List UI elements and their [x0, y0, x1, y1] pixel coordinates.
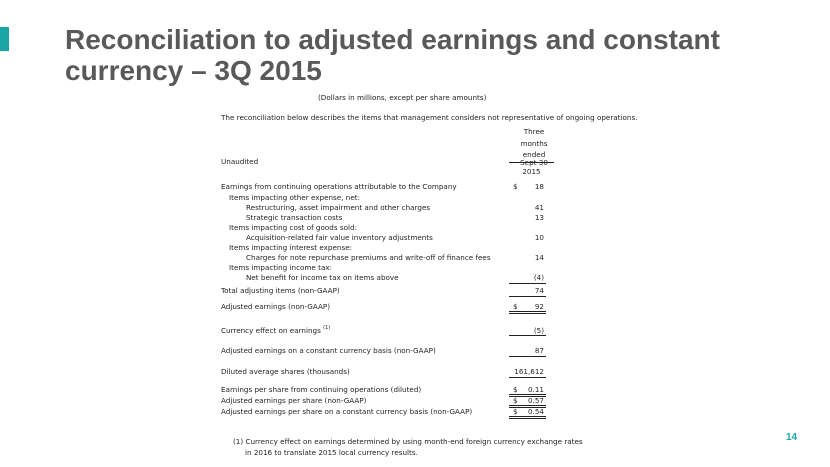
column-header-line: months — [520, 138, 548, 148]
dollar-sign: $ — [513, 407, 518, 416]
table-row-value: (4) — [533, 273, 544, 282]
table-row-value: 0.57 — [527, 396, 544, 405]
footnote-line: Currency effect on earnings determined by using month-end foreign currency exchange rates — [245, 437, 583, 446]
table-row-label: Total adjusting items (non-GAAP) — [221, 286, 340, 295]
table-row-label: Strategic transaction costs — [246, 213, 343, 222]
table-row-value: 18 — [534, 182, 544, 191]
table-row-value: 13 — [534, 213, 544, 222]
column-header-line: Sept 30 — [520, 157, 548, 167]
table-row-label: Items impacting other expense, net: — [229, 193, 360, 202]
subtotal-rule — [509, 296, 546, 297]
unaudited-label: Unaudited — [221, 157, 259, 166]
table-row-label: Items impacting cost of goods sold: — [229, 223, 358, 232]
footnote-marker: (1) — [233, 437, 244, 446]
table-row-value: 0.54 — [527, 407, 544, 416]
table-row-label: Adjusted earnings per share (non-GAAP) — [221, 396, 367, 405]
dollar-sign: $ — [513, 302, 518, 311]
table-row-value: 92 — [534, 302, 544, 311]
table-row-label: Charges for note repurchase premiums and write-off of finance fees — [246, 253, 491, 262]
table-row-label: Adjusted earnings on a constant currency basis (non-GAAP) — [221, 346, 436, 355]
page-title: Reconciliation to adjusted earnings and constant currency – 3Q 2015 — [65, 24, 720, 86]
footnote-line: in 2016 to translate 2015 local currency results. — [245, 447, 418, 457]
table-row-label: Acquisition-related fair value inventory adjustments — [246, 233, 433, 242]
table-row-value: 87 — [534, 346, 544, 355]
total-double-rule — [509, 416, 546, 419]
table-row-label: Adjusted earnings per share on a constant currency basis (non-GAAP) — [221, 407, 473, 416]
table-row-label: Currency effect on earnings $^{(1)}$ — [221, 325, 331, 335]
table-row-value: 14 — [534, 253, 544, 262]
table-row-label: Net benefit for income tax on items above — [246, 273, 399, 282]
table-row-label: Restructuring, asset impairment and other charges — [246, 203, 431, 212]
table-row-value: 0.11 — [527, 385, 544, 394]
table-row-label: Adjusted earnings (non-GAAP) — [221, 302, 331, 311]
subtotal-rule — [509, 377, 546, 378]
header-underline — [509, 162, 554, 163]
table-row-value: 41 — [534, 203, 544, 212]
footnote — [233, 437, 583, 458]
table-row-value: 74 — [534, 286, 544, 295]
dollar-sign: $ — [513, 182, 518, 191]
column-header-line: ended — [522, 150, 546, 159]
dollar-sign: $ — [513, 385, 518, 394]
column-year: 2015 — [522, 167, 541, 176]
subtotal-rule — [509, 356, 546, 357]
table-row-value: 161,612 — [514, 367, 544, 376]
subtotal-rule — [509, 335, 546, 336]
accent-bar — [0, 27, 9, 51]
table-row-label: Items impacting income tax: — [229, 263, 333, 272]
units-subtitle: (Dollars in millions, except per share amounts) — [318, 93, 487, 102]
table-row-value: (5) — [533, 326, 544, 335]
table-row-label: Items impacting interest expense: — [229, 243, 353, 252]
table-row-label: Earnings per share from continuing operations (diluted) — [221, 385, 422, 394]
page-number: 14 — [786, 432, 798, 443]
total-double-rule — [509, 311, 546, 314]
table-row-value: 10 — [534, 233, 544, 242]
table-row-label: Earnings from continuing operations attributable to the Company — [221, 182, 457, 191]
subtotal-rule — [509, 283, 546, 284]
footnote-ref: (1) — [323, 325, 331, 331]
dollar-sign: $ — [513, 396, 518, 405]
intro-text: The reconciliation below describes the items that management considers not representative of ongoing operations. — [221, 113, 638, 122]
column-header-line: Three — [523, 127, 545, 136]
table-row-label: Diluted average shares (thousands) — [221, 367, 350, 376]
